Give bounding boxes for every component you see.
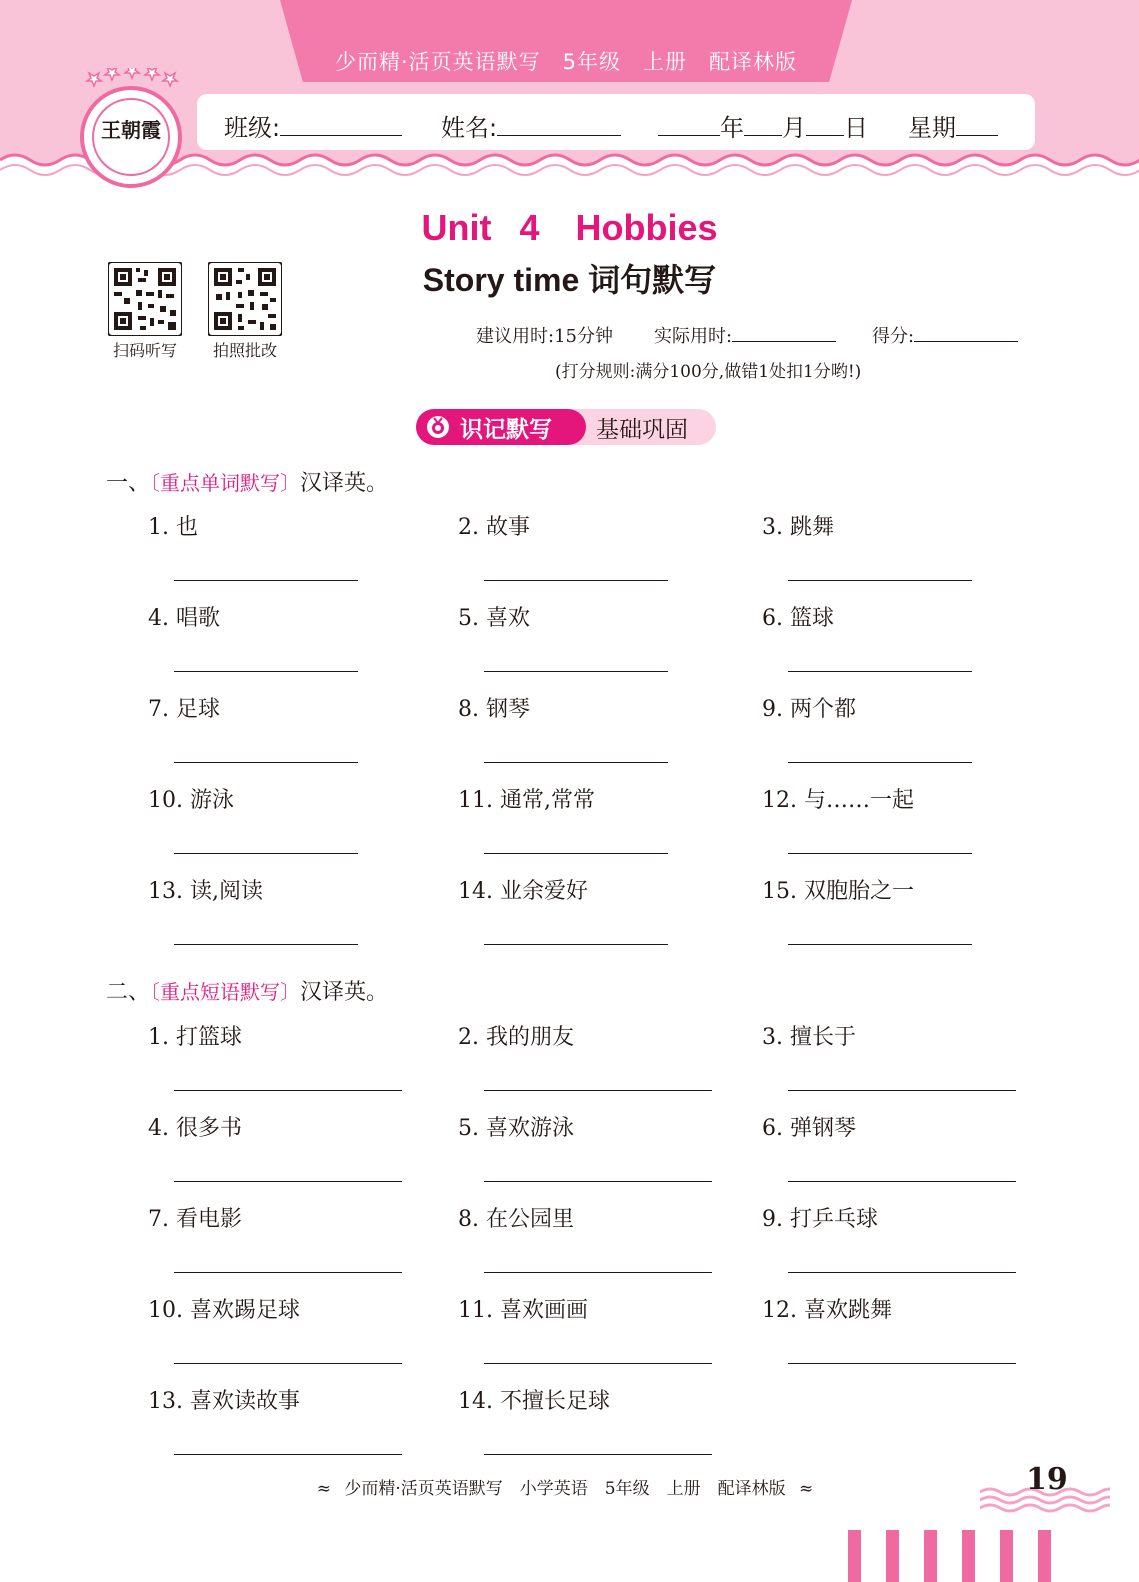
answer-line[interactable] bbox=[174, 1181, 402, 1182]
answer-line[interactable] bbox=[174, 762, 358, 763]
score-field[interactable] bbox=[872, 322, 1018, 348]
answer-line[interactable] bbox=[174, 1272, 402, 1273]
answer-line[interactable] bbox=[484, 580, 668, 581]
actual-time-blank[interactable] bbox=[732, 323, 836, 342]
class-blank[interactable] bbox=[280, 111, 402, 136]
answer-line[interactable] bbox=[484, 1363, 712, 1364]
section2-prefix: 二、 bbox=[106, 980, 151, 1005]
score-blank[interactable] bbox=[914, 323, 1018, 342]
question-item: 14. 业余爱好 bbox=[458, 879, 588, 904]
day-blank[interactable] bbox=[806, 111, 844, 136]
answer-line[interactable] bbox=[788, 1363, 1016, 1364]
scoring-rule: (打分规则:满分100分,做错1处扣1分哟!) bbox=[555, 362, 862, 382]
question-item: 9. 两个都 bbox=[762, 697, 856, 722]
answer-line[interactable] bbox=[484, 762, 668, 763]
score-label: 得分: bbox=[872, 326, 915, 347]
question-item: 7. 看电影 bbox=[148, 1207, 242, 1232]
month-label: 月 bbox=[782, 114, 806, 142]
answer-line[interactable] bbox=[484, 671, 668, 672]
answer-line[interactable] bbox=[174, 580, 358, 581]
footer-text: ≈ 少而精·活页英语默写 小学英语 5年级 上册 配译林版 ≈ bbox=[316, 1479, 814, 1499]
question-item: 1. 也 bbox=[148, 515, 198, 540]
actual-time-label: 实际用时: bbox=[654, 326, 733, 347]
answer-line[interactable] bbox=[484, 1454, 712, 1455]
badge-left-label: 识记默写 bbox=[460, 417, 552, 443]
question-item: 14. 不擅长足球 bbox=[458, 1389, 610, 1414]
answer-line[interactable] bbox=[788, 853, 972, 854]
question-item: 12. 与……一起 bbox=[762, 788, 914, 813]
week-blank[interactable] bbox=[956, 111, 998, 136]
week-label: 星期 bbox=[908, 114, 956, 142]
question-item: 4. 很多书 bbox=[148, 1116, 242, 1141]
answer-line[interactable] bbox=[788, 580, 972, 581]
question-item: 9. 打乒乓球 bbox=[762, 1207, 878, 1232]
answer-line[interactable] bbox=[174, 944, 358, 945]
answer-line[interactable] bbox=[484, 944, 668, 945]
qr-code-grade-icon[interactable] bbox=[208, 262, 282, 336]
question-item: 10. 游泳 bbox=[148, 788, 234, 813]
question-item: 11. 通常,常常 bbox=[458, 788, 595, 813]
answer-line[interactable] bbox=[174, 1363, 402, 1364]
section1-tag: 〔重点单词默写〕 bbox=[150, 471, 301, 495]
answer-line[interactable] bbox=[174, 853, 358, 854]
month-blank[interactable] bbox=[744, 111, 782, 136]
section1-instruction: 汉译英。 bbox=[300, 471, 389, 496]
question-item: 8. 在公园里 bbox=[458, 1207, 574, 1232]
logo-stars-icon bbox=[84, 68, 180, 94]
logo-text: 王朝霞 bbox=[101, 118, 161, 142]
day-label: 日 bbox=[844, 114, 868, 142]
decorative-bars bbox=[0, 1530, 1139, 1582]
question-item: 3. 跳舞 bbox=[762, 515, 834, 540]
qr-listen-label: 扫码听写 bbox=[112, 341, 177, 360]
question-item: 5. 喜欢 bbox=[458, 606, 530, 631]
answer-line[interactable] bbox=[788, 1181, 1016, 1182]
header-title: 少而精·活页英语默写 5年级 上册 配译林版 bbox=[334, 50, 798, 74]
class-label: 班级: bbox=[224, 114, 281, 142]
question-item: 1. 打篮球 bbox=[148, 1025, 242, 1050]
qr-grade-label: 拍照批改 bbox=[212, 341, 277, 360]
answer-line[interactable] bbox=[788, 1272, 1016, 1273]
year-label: 年 bbox=[720, 114, 744, 142]
name-field[interactable] bbox=[441, 108, 621, 143]
question-item: 6. 篮球 bbox=[762, 606, 834, 631]
date-field[interactable] bbox=[658, 108, 868, 143]
answer-line[interactable] bbox=[174, 671, 358, 672]
question-item: 6. 弹钢琴 bbox=[762, 1116, 856, 1141]
question-item: 15. 双胞胎之一 bbox=[762, 879, 914, 904]
question-item: 2. 我的朋友 bbox=[458, 1025, 574, 1050]
medal-icon bbox=[426, 415, 450, 439]
question-item: 13. 读,阅读 bbox=[148, 879, 263, 904]
answer-line[interactable] bbox=[174, 1454, 402, 1455]
actual-time-field[interactable] bbox=[654, 322, 836, 348]
question-item: 4. 唱歌 bbox=[148, 606, 220, 631]
question-item: 13. 喜欢读故事 bbox=[148, 1389, 300, 1414]
page-number: 19 bbox=[1026, 1462, 1068, 1497]
answer-line[interactable] bbox=[788, 671, 972, 672]
name-label: 姓名: bbox=[441, 114, 498, 142]
answer-line[interactable] bbox=[788, 944, 972, 945]
section2-instruction: 汉译英。 bbox=[300, 980, 389, 1005]
question-item: 12. 喜欢跳舞 bbox=[762, 1298, 892, 1323]
section1-heading bbox=[106, 466, 388, 497]
answer-line[interactable] bbox=[788, 1090, 1016, 1091]
badge-right-label: 基础巩固 bbox=[596, 417, 688, 443]
answer-line[interactable] bbox=[484, 853, 668, 854]
answer-line[interactable] bbox=[484, 1272, 712, 1273]
question-item: 8. 钢琴 bbox=[458, 697, 530, 722]
qr-code-listen-icon[interactable] bbox=[108, 262, 182, 336]
section2-tag: 〔重点短语默写〕 bbox=[150, 980, 301, 1004]
name-blank[interactable] bbox=[497, 111, 621, 136]
answer-line[interactable] bbox=[174, 1090, 402, 1091]
year-blank[interactable] bbox=[658, 111, 720, 136]
answer-line[interactable] bbox=[484, 1090, 712, 1091]
suggested-time: 建议用时:15分钟 bbox=[476, 326, 613, 347]
section1-prefix: 一、 bbox=[106, 471, 151, 496]
question-item: 2. 故事 bbox=[458, 515, 530, 540]
question-item: 5. 喜欢游泳 bbox=[458, 1116, 574, 1141]
answer-line[interactable] bbox=[484, 1181, 712, 1182]
week-field[interactable] bbox=[908, 108, 998, 143]
question-item: 10. 喜欢踢足球 bbox=[148, 1298, 300, 1323]
brand-logo bbox=[80, 86, 182, 188]
class-field[interactable] bbox=[224, 108, 402, 143]
unit-title: Unit 4 Hobbies bbox=[421, 207, 718, 248]
section2-heading bbox=[106, 975, 388, 1006]
story-title: Story time 词句默写 bbox=[422, 262, 717, 298]
question-item: 7. 足球 bbox=[148, 697, 220, 722]
answer-line[interactable] bbox=[788, 762, 972, 763]
question-item: 3. 擅长于 bbox=[762, 1025, 856, 1050]
question-item: 11. 喜欢画画 bbox=[458, 1298, 588, 1323]
